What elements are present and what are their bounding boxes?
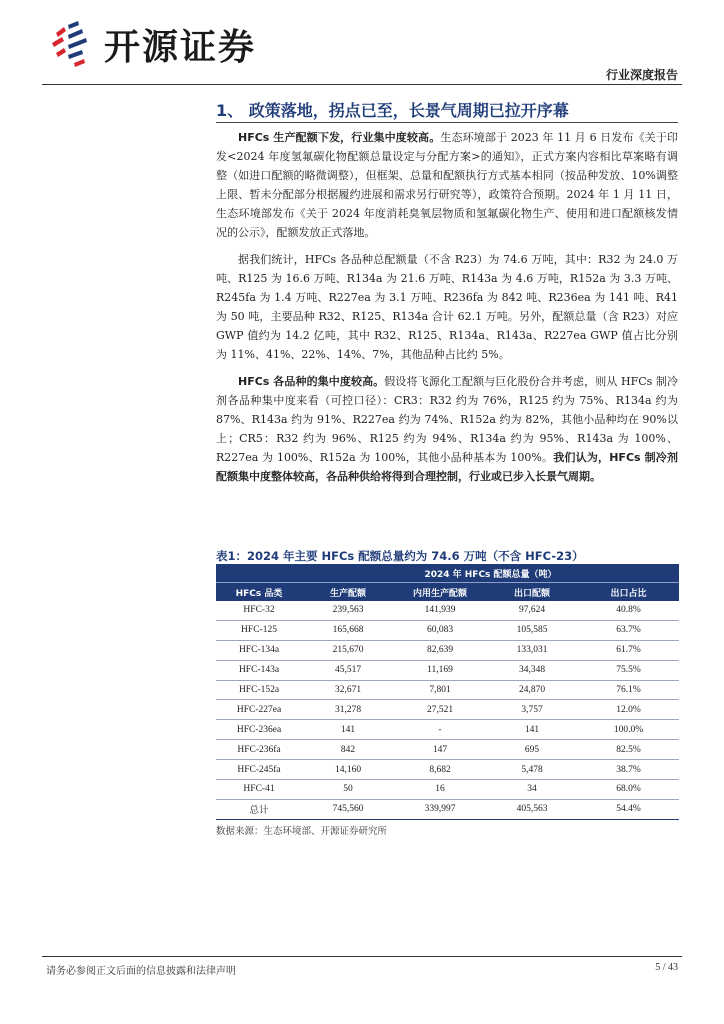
column-header: 生产配额 — [302, 583, 394, 602]
table-cell: 842 — [302, 740, 394, 760]
hfc-quota-table — [216, 564, 679, 820]
table-cell: 105,585 — [486, 620, 578, 640]
table-cell: HFC-245fa — [216, 760, 302, 780]
table-cell: HFC-143a — [216, 660, 302, 680]
table-source: 数据来源：生态环境部、开源证券研究所 — [216, 826, 388, 837]
table-cell: 8,682 — [394, 760, 486, 780]
table-cell: 50 — [302, 780, 394, 800]
table-row — [216, 740, 679, 760]
table-total-row — [216, 799, 679, 819]
table-cell: 695 — [486, 740, 578, 760]
table-row — [216, 640, 679, 660]
column-header: HFCs 品类 — [216, 583, 302, 602]
table-cell: 3,757 — [486, 700, 578, 720]
table-caption: 表1：2024 年主要 HFCs 配额总量约为 74.6 万吨（不含 HFC-23） — [216, 549, 584, 563]
table-cell: 215,670 — [302, 640, 394, 660]
table-row — [216, 760, 679, 780]
table-cell: 405,563 — [486, 799, 578, 819]
table-cell: 75.5% — [578, 660, 679, 680]
table-cell: 82.5% — [578, 740, 679, 760]
table-cell: 7,801 — [394, 680, 486, 700]
table-cell: 141 — [302, 720, 394, 740]
table-row — [216, 660, 679, 680]
table-cell: 339,997 — [394, 799, 486, 819]
footer-divider — [42, 956, 682, 957]
table-cell: 141 — [486, 720, 578, 740]
table-row — [216, 720, 679, 740]
table-cell: 5,478 — [486, 760, 578, 780]
company-logo — [48, 18, 256, 70]
table-cell: 60,083 — [394, 620, 486, 640]
table-cell: 76.1% — [578, 680, 679, 700]
paragraph-lead: HFCs 各品种的集中度较高。 — [238, 375, 385, 388]
header-divider — [42, 84, 682, 85]
table-cell: 31,278 — [302, 700, 394, 720]
table-cell: 147 — [394, 740, 486, 760]
table-cell: 16 — [394, 780, 486, 800]
table-cell: 100.0% — [578, 720, 679, 740]
table-cell: 11,169 — [394, 660, 486, 680]
page-number: 5 / 43 — [655, 962, 678, 973]
table-cell: HFC-236ea — [216, 720, 302, 740]
table-row — [216, 680, 679, 700]
logo-text: 开源证券 — [104, 26, 257, 68]
table-cell: 27,521 — [394, 700, 486, 720]
paragraph-lead: HFCs 生产配额下发，行业集中度较高。 — [238, 131, 441, 144]
table-cell: 97,624 — [486, 601, 578, 620]
table-cell: 45,517 — [302, 660, 394, 680]
section-title: 1、 政策落地，拐点已至，长景气周期已拉开序幕 — [216, 101, 569, 120]
table-cell: 32,671 — [302, 680, 394, 700]
paragraph-statistics: 据我们统计，HFCs 各品种总配额量（不含 R23）为 74.6 万吨，其中：R32 为 24.0 万吨、R125 为 16.6 万吨、R134a 为 21.6 万吨、R143a 为 4.6 万吨，R152a 为 3.3 万吨、R245fa 为 1.4 万吨、R227ea 为 3.1 万吨、R236fa 为 842 吨、R236ea 为 141 吨、R41 为 50 吨，主要品种 R32、R125、R134a 合计 62.1 万吨。另外，配额总量（含 R23）对应 GWP 值约为 14.2 亿吨，其中 R32、R125、R134a、R143a、R227ea GWP 值占比分别为 11%、41%、22%、14%、7%，其他品种占比约 5%。 — [216, 253, 678, 361]
table-cell: 34 — [486, 780, 578, 800]
table-cell: 40.8% — [578, 601, 679, 620]
table-group-header: 2024 年 HFCs 配额总量（吨） — [302, 564, 679, 583]
table-cell: 745,560 — [302, 799, 394, 819]
paragraph-body: 假设将飞源化工配额与巨化股份合并考虑，则从 HFCs 制冷剂各品种集中度来看（可控口径）：CR3：R32 约为 76%，R125 约为 75%、R134a 约为 87%、R143a 约为 91%、R227ea 约为 74%、R152a 约为 82%，其他小品种均在 90%以上；CR5：R32 约为 96%、R125 约为 94%、R134a 约为 95%、R143a 为 100%、R227ea 为 100%、R152a 为 100%，其他小品种基本为 100%。 — [216, 375, 679, 464]
table-cell: 34,348 — [486, 660, 578, 680]
paragraph-concentration — [216, 372, 678, 486]
table-cell: 141,939 — [394, 601, 486, 620]
table-cell: HFC-32 — [216, 601, 302, 620]
table-cell: 63.7% — [578, 620, 679, 640]
table-cell: 239,563 — [302, 601, 394, 620]
table-cell: 68.0% — [578, 780, 679, 800]
table-cell: HFC-152a — [216, 680, 302, 700]
table-cell: 12.0% — [578, 700, 679, 720]
logo-mark-icon — [48, 19, 98, 69]
table-cell: 38.7% — [578, 760, 679, 780]
table-cell: - — [394, 720, 486, 740]
column-header: 出口配额 — [486, 583, 578, 602]
table-row — [216, 601, 679, 620]
table-cell: HFC-134a — [216, 640, 302, 660]
table-row — [216, 780, 679, 800]
table-cell: HFC-236fa — [216, 740, 302, 760]
table-cell: 24,870 — [486, 680, 578, 700]
footer-disclaimer: 请务必参阅正文后面的信息披露和法律声明 — [46, 966, 236, 977]
paragraph-body: 生态环境部于 2023 年 11 月 6 日发布《关于印发<2024 年度氢氟碳化物配额总量设定与分配方案>的通知》，正式方案内容相比草案略有调整（如进口配额的略微调整），但框架、总量和配额执行方式基本相同（按品种发放、10%调整上限、暂未分配部分根据履约进展和需求另行研究等），政策符合预期。2024 年 1 月 11 日，生态环境部发布《关于 2024 年度消耗臭氧层物质和氢氟碳化物生产、使用和进口配额核发情况的公示》，配额发放正式落地。 — [216, 131, 679, 239]
paragraph-conclusion: 我们认为，HFCs 制冷剂配额集中度整体较高，各品种供给将得到合理控制，行业或已步入长景气周期。 — [216, 451, 678, 483]
table-cell: 165,668 — [302, 620, 394, 640]
table-cell: 133,031 — [486, 640, 578, 660]
table-row — [216, 700, 679, 720]
header-blank-cell — [216, 564, 302, 583]
report-type-label: 行业深度报告 — [605, 68, 678, 82]
table-cell: 14,160 — [302, 760, 394, 780]
column-header: 内用生产配额 — [394, 583, 486, 602]
column-header: 出口占比 — [578, 583, 679, 602]
table-cell: HFC-41 — [216, 780, 302, 800]
paragraph-quota-issued — [216, 128, 678, 242]
table-cell: 54.4% — [578, 799, 679, 819]
table-cell: 总计 — [216, 799, 302, 819]
table-cell: HFC-227ea — [216, 700, 302, 720]
table-cell: 61.7% — [578, 640, 679, 660]
section-divider — [216, 122, 678, 123]
table-cell: 82,639 — [394, 640, 486, 660]
table-cell: HFC-125 — [216, 620, 302, 640]
table-row — [216, 620, 679, 640]
